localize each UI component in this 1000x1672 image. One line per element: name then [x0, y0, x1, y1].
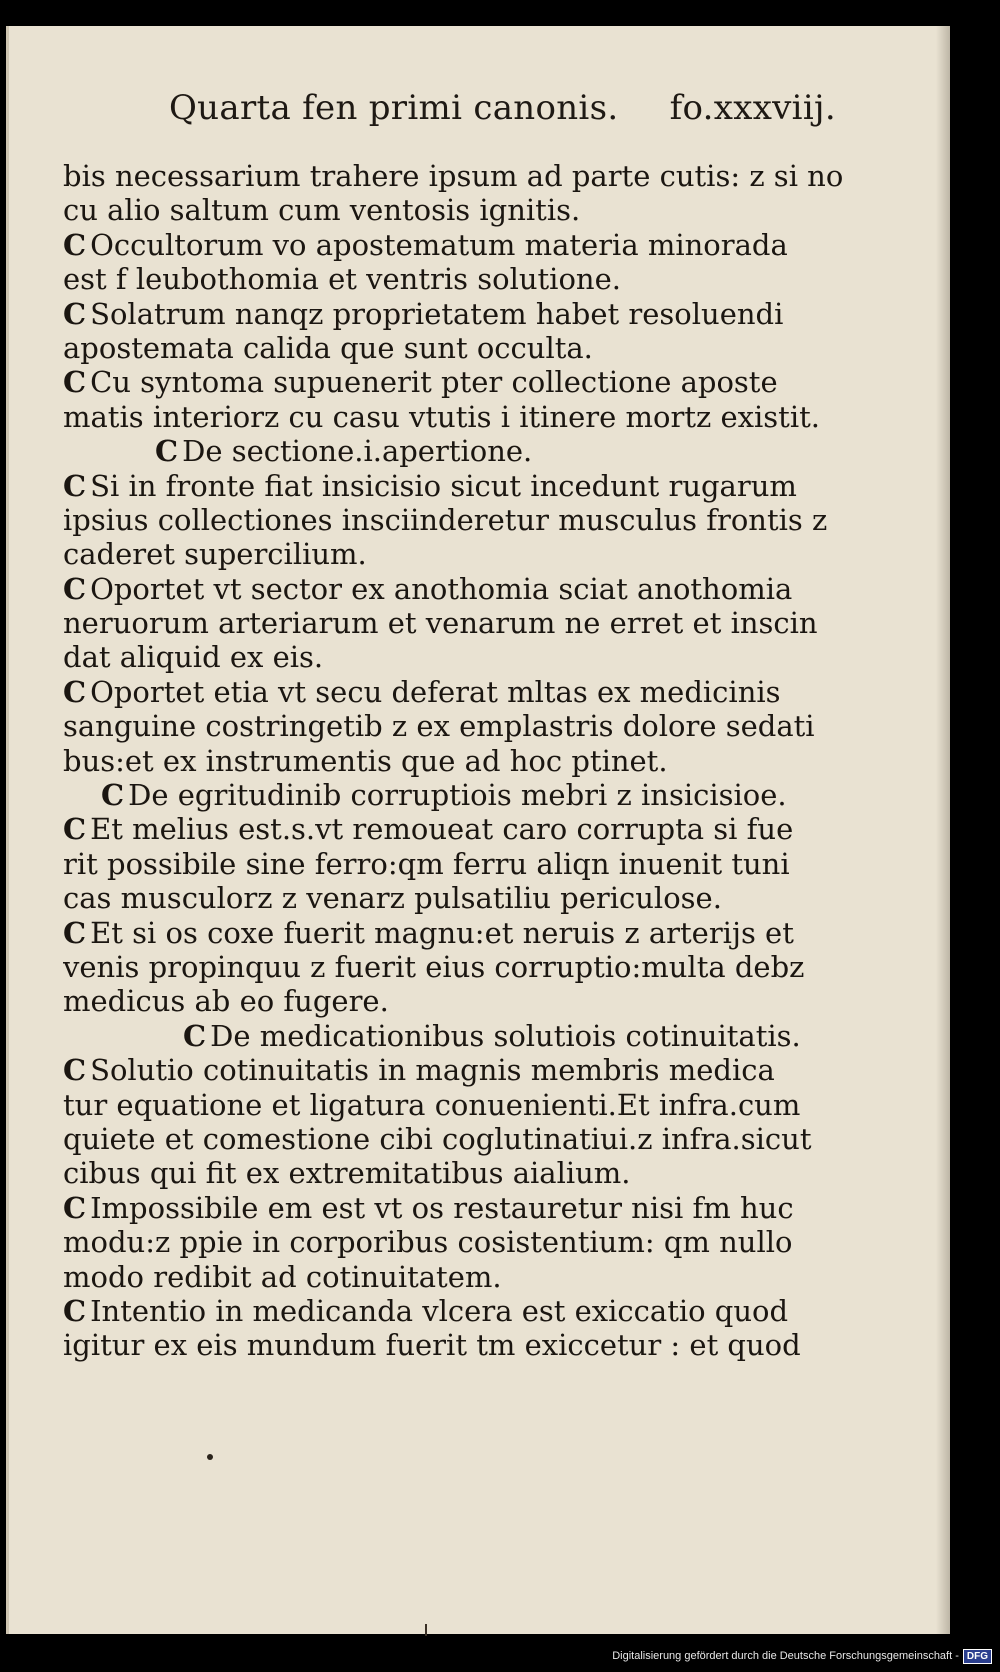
text-line — [63, 1122, 853, 1156]
paragraph-start-line — [63, 228, 853, 262]
pilcrow-icon: C — [63, 674, 87, 709]
running-head-title: Quarta fen primi canonis. — [169, 88, 619, 128]
line-text: Oportet vt sector ex anothomia sciat anothomia — [90, 571, 793, 606]
line-text: Et melius est.s.vt remoueat caro corrupta si fue — [90, 812, 794, 847]
line-text: cu alio saltum cum ventosis ignitis. — [63, 193, 581, 228]
text-line — [63, 606, 853, 640]
line-text: neruorum arteriarum et venarum ne erret et inscin — [63, 606, 818, 641]
line-text: Occultorum vo apostematum materia minorada — [90, 227, 788, 262]
ink-dot — [207, 1454, 213, 1460]
line-text: bus:et ex instrumentis que ad hoc ptinet. — [63, 743, 668, 778]
dfg-logo-icon: DFG — [963, 1649, 992, 1664]
section-heading — [63, 1019, 853, 1053]
text-line — [63, 744, 853, 778]
text-line — [63, 262, 853, 296]
line-text: Solutio cotinuitatis in magnis membris medica — [90, 1053, 775, 1088]
text-line — [63, 984, 853, 1018]
line-text: Solatrum nanqz proprietatem habet resoluendi — [90, 296, 784, 331]
ink-mark — [425, 1624, 427, 1636]
line-text: cas musculorz z venarz pulsatiliu periculose. — [63, 881, 722, 916]
line-text: Intentio in medicanda vlcera est exiccatio quod — [90, 1293, 789, 1328]
paragraph-start-line — [63, 572, 853, 606]
running-head — [169, 88, 836, 128]
paragraph-start-line — [63, 1053, 853, 1087]
pilcrow-icon: C — [155, 434, 179, 469]
line-text: De egritudinib corruptiois mebri z insicisioe. — [128, 778, 787, 813]
pilcrow-icon: C — [63, 1190, 87, 1225]
pilcrow-icon: C — [63, 915, 87, 950]
text-line — [63, 881, 853, 915]
text-block — [63, 159, 853, 1363]
paragraph-start-line — [63, 469, 853, 503]
paragraph-start-line — [63, 1294, 853, 1328]
line-text: venis propinquu z fuerit eius corruptio:multa debz — [63, 949, 805, 984]
paragraph-start-line — [63, 1191, 853, 1225]
line-text: dat aliquid ex eis. — [63, 640, 324, 675]
book-page — [6, 26, 950, 1634]
line-text: Cu syntoma supuenerit pter collectione aposte — [90, 365, 778, 400]
line-text: De medicationibus solutiois cotinuitatis. — [210, 1018, 801, 1053]
paragraph-start-line — [63, 916, 853, 950]
page-edge-shadow — [936, 26, 950, 1634]
line-text: modo redibit ad cotinuitatem. — [63, 1259, 502, 1294]
line-text: est f leubothomia et ventris solutione. — [63, 262, 621, 297]
text-line — [63, 159, 853, 193]
text-line — [63, 1225, 853, 1259]
paragraph-start-line — [63, 365, 853, 399]
folio-number: fo.xxxviij. — [669, 88, 836, 128]
line-text: De sectione.i.apertione. — [182, 434, 533, 469]
line-text: cibus qui fit ex extremitatibus aialium. — [63, 1156, 631, 1191]
pilcrow-icon: C — [63, 227, 87, 262]
line-text: sanguine costringetib z ex emplastris dolore sedati — [63, 709, 815, 744]
text-line — [63, 1328, 853, 1362]
line-text: igitur ex eis mundum fuerit tm exiccetur : et quod — [63, 1328, 801, 1363]
paragraph-start-line — [63, 297, 853, 331]
pilcrow-icon: C — [101, 778, 125, 813]
text-line — [63, 709, 853, 743]
line-text: medicus ab eo fugere. — [63, 984, 389, 1019]
line-text: Impossibile em est vt os restauretur nisi fm huc — [90, 1190, 794, 1225]
text-line — [63, 331, 853, 365]
text-line — [63, 503, 853, 537]
section-heading — [63, 434, 853, 468]
line-text: quiete et comestione cibi coglutinatiui.z infra.sicut — [63, 1121, 812, 1156]
line-text: tur equatione et ligatura conuenienti.Et infra.cum — [63, 1087, 801, 1122]
text-line — [63, 1260, 853, 1294]
line-text: modu:z ppie in corporibus cosistentium: qm nullo — [63, 1225, 793, 1260]
pilcrow-icon: C — [63, 1053, 87, 1088]
section-heading — [63, 778, 853, 812]
line-text: matis interiorz cu casu vtutis i itinere mortz existit. — [63, 399, 820, 434]
pilcrow-icon: C — [183, 1018, 207, 1053]
text-line — [63, 847, 853, 881]
line-text: bis necessarium trahere ipsum ad parte cutis: z si no — [63, 159, 844, 193]
pilcrow-icon: C — [63, 365, 87, 400]
footer-credit — [612, 1646, 992, 1666]
line-text: caderet supercilium. — [63, 537, 367, 572]
pilcrow-icon: C — [63, 1293, 87, 1328]
text-line — [63, 400, 853, 434]
pilcrow-icon: C — [63, 296, 87, 331]
paragraph-start-line — [63, 675, 853, 709]
line-text: Oportet etia vt secu deferat mltas ex medicinis — [90, 674, 781, 709]
line-text: rit possibile sine ferro:qm ferru aliqn inuenit tuni — [63, 846, 790, 881]
text-line — [63, 1088, 853, 1122]
line-text: ipsius collectiones insciinderetur musculus frontis z — [63, 502, 828, 537]
pilcrow-icon: C — [63, 468, 87, 503]
text-line — [63, 950, 853, 984]
line-text: Si in fronte fiat insicisio sicut incedunt rugarum — [90, 468, 797, 503]
line-text: Et si os coxe fuerit magnu:et neruis z arterijs et — [90, 915, 794, 950]
line-text: apostemata calida que sunt occulta. — [63, 330, 593, 365]
text-line — [63, 537, 853, 571]
pilcrow-icon: C — [63, 812, 87, 847]
paragraph-start-line — [63, 812, 853, 846]
text-line — [63, 1156, 853, 1190]
pilcrow-icon: C — [63, 571, 87, 606]
text-line — [63, 193, 853, 227]
text-line — [63, 640, 853, 674]
footer-text: Digitalisierung gefördert durch die Deutsche Forschungsgemeinschaft - — [612, 1650, 959, 1662]
